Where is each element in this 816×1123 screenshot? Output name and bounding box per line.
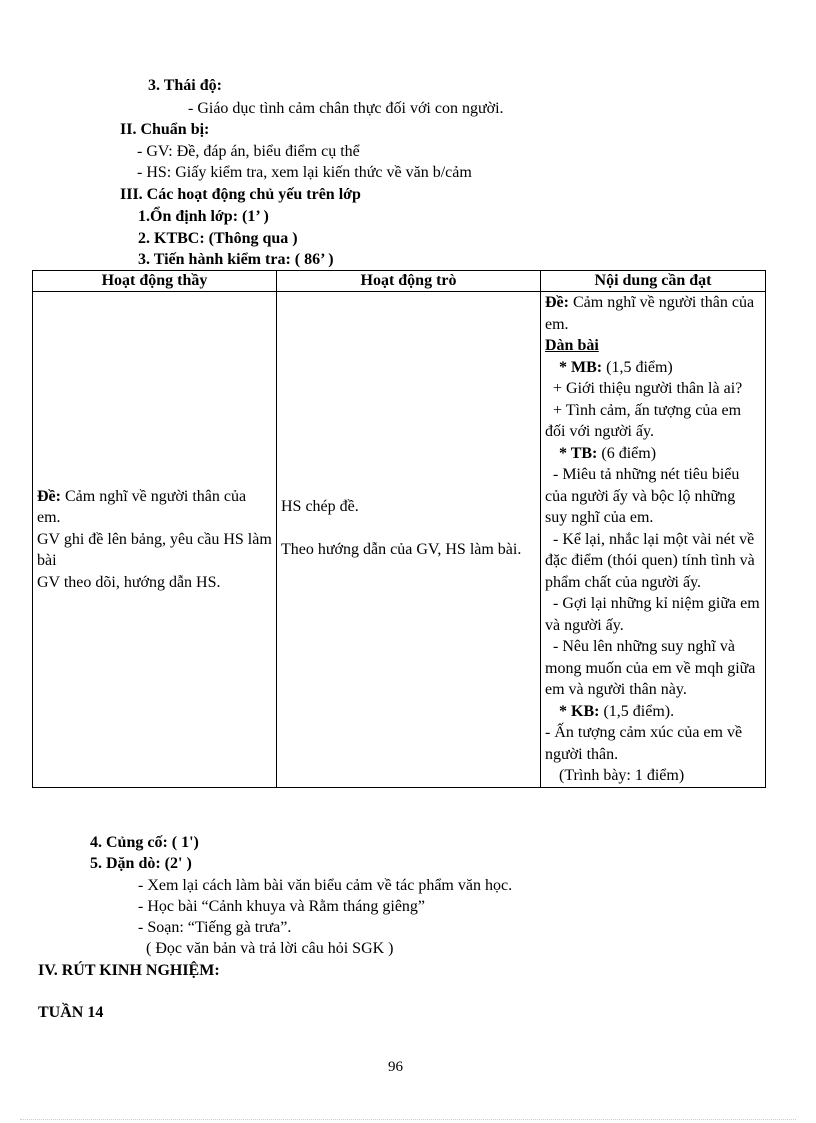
teacher-topic [37, 486, 272, 529]
step5: 5. Dặn dò: (2' ) [90, 855, 192, 872]
kb-label: * KB: [559, 702, 600, 720]
page-number: 96 [388, 1059, 403, 1075]
table-header-row [33, 271, 766, 292]
mb-point-1: + Giới thiệu người thân là ai? [553, 380, 743, 397]
table-row [33, 292, 766, 788]
tb-label: * TB: [559, 444, 598, 462]
activities-heading: III. Các hoạt động chủ yếu trên lớp [120, 186, 361, 203]
tb-heading [545, 443, 761, 465]
homework-3: - Soạn: “Tiếng gà trưa”. [138, 919, 292, 936]
prep-gv: - GV: Đề, đáp án, biểu điểm cụ thể [137, 143, 360, 160]
mb-heading [545, 357, 761, 379]
step1: 1.Ổn định lớp: (1’ ) [138, 208, 269, 225]
outline-title: Dàn bài [545, 337, 599, 354]
attitude-text: - Giáo dục tình cảm chân thực đối với con người. [188, 100, 504, 117]
tb-point-1: - Miêu tả những nét tiêu biểu của người ấy và bộc lộ những suy nghĩ của em. [545, 466, 740, 526]
teacher-de-text: Cảm nghĩ về người thân của em. [37, 487, 247, 526]
step3: 3. Tiến hành kiểm tra: ( 86’ ) [138, 251, 334, 268]
student-cell [277, 292, 541, 788]
step2: 2. KTBC: (Thông qua ) [138, 230, 298, 247]
mb-points: (1,5 điểm) [602, 358, 673, 376]
tb-point-3: - Gợi lại những kỉ niệm giữa em và người ấy. [545, 595, 760, 634]
page-bottom-divider [20, 1119, 796, 1120]
kb-points: (1,5 điểm). [599, 702, 675, 720]
student-spacer [281, 518, 536, 540]
step4: 4. Củng cố: ( 1') [90, 834, 199, 851]
tb-point-4: - Nêu lên những suy nghĩ và mong muốn của em về mqh giữa em và người thân này. [545, 638, 756, 698]
experience-heading: IV. RÚT KINH NGHIỆM: [38, 962, 220, 979]
content-topic [545, 292, 761, 335]
kb-heading [545, 701, 761, 723]
lesson-table [32, 270, 766, 788]
student-line2: Theo hướng dẫn của GV, HS làm bài. [281, 541, 522, 559]
mb-label: * MB: [559, 358, 603, 376]
prep-heading: II. Chuẩn bị: [120, 121, 210, 138]
teacher-cell [33, 292, 277, 788]
kb-point-1: - Ấn tượng cảm xúc của em về người thân. [545, 724, 743, 763]
header-content: Nội dung cần đạt [541, 271, 766, 292]
teacher-de-label: Đề: [37, 487, 61, 505]
tb-points: (6 điểm) [597, 444, 657, 462]
week-label: TUẦN 14 [38, 1004, 104, 1021]
presentation-points: (Trình bày: 1 điểm) [559, 767, 685, 784]
homework-1: - Xem lại cách làm bài văn biểu cảm về tác phẩm văn học. [138, 877, 513, 894]
teacher-line3: GV theo dõi, hướng dẫn HS. [37, 573, 221, 591]
content-de-label: Đề: [545, 294, 569, 311]
student-spacer-bottom [281, 561, 536, 583]
content-cell [541, 292, 766, 788]
homework-4: ( Đọc văn bản và trả lời câu hỏi SGK ) [146, 940, 394, 957]
student-line1: HS chép đề. [281, 498, 359, 516]
tb-point-2: - Kể lại, nhắc lại một vài nét về đặc điểm (thói quen) tính tình và phẩm chất của người ấy. [545, 530, 755, 591]
mb-point-2: + Tình cảm, ấn tượng của em đối với người ấy. [545, 401, 742, 440]
attitude-heading: 3. Thái độ: [148, 77, 222, 94]
header-student: Hoạt động trò [277, 271, 541, 292]
content-de-text: Cảm nghĩ về người thân của em. [545, 294, 755, 333]
prep-hs: - HS: Giấy kiểm tra, xem lại kiến thức về văn b/cảm [137, 164, 472, 181]
homework-2: - Học bài “Cảnh khuya và Rằm tháng giêng” [138, 898, 426, 915]
header-teacher: Hoạt động thầy [33, 271, 277, 292]
teacher-line2: GV ghi đề lên bảng, yêu cầu HS làm bài [37, 530, 272, 569]
